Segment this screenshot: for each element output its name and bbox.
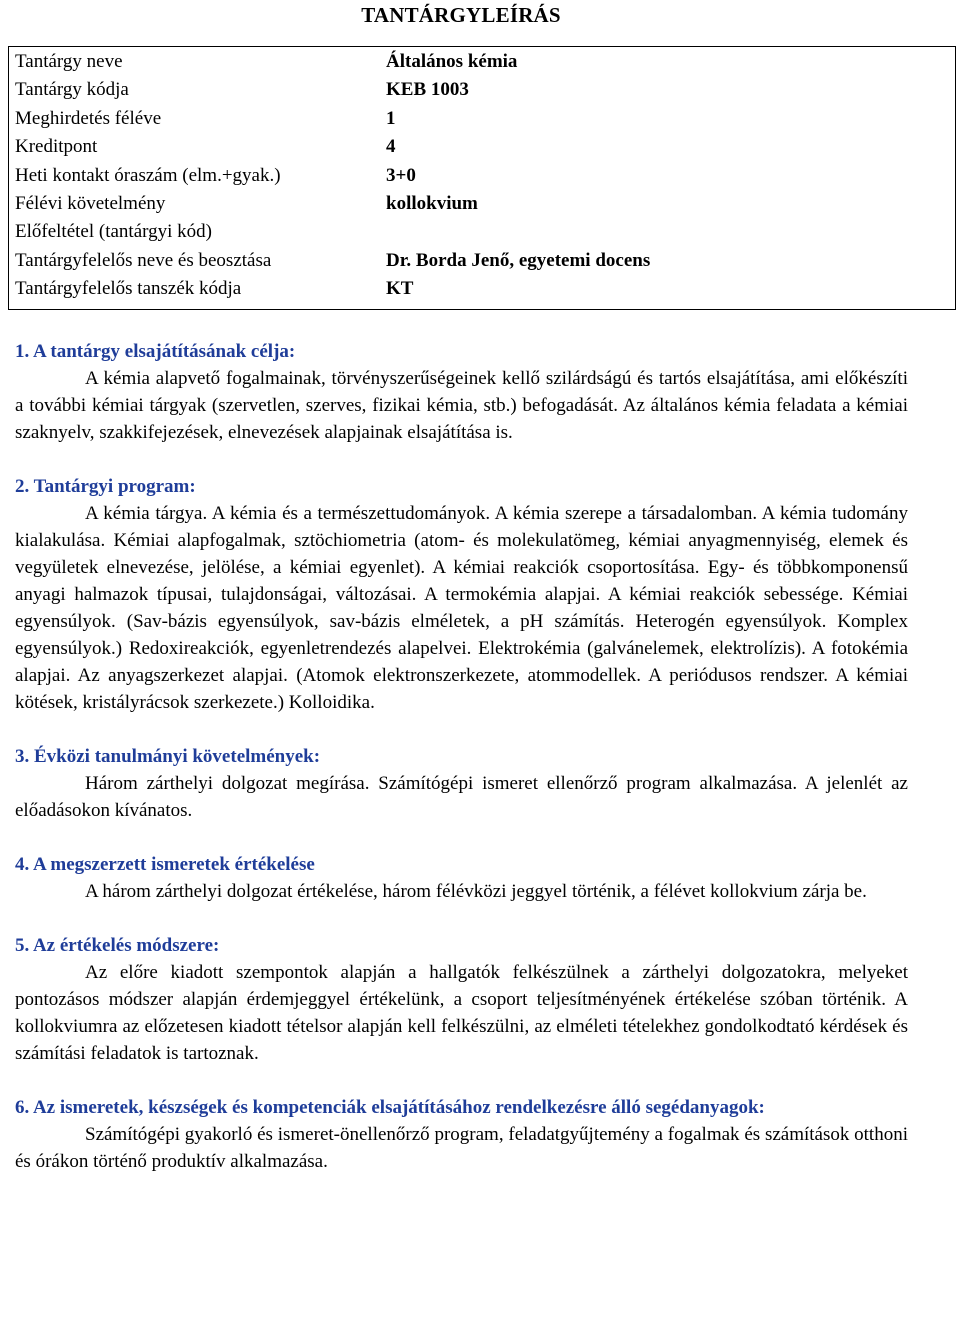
course-description-sections: [15, 338, 908, 1175]
info-row-semester: [9, 105, 955, 133]
info-value: 3+0: [386, 164, 416, 186]
section-title: 1. A tantárgy elsajátításának célja:: [15, 341, 296, 362]
course-info-table: [8, 46, 956, 310]
info-label: Tantárgyfelelős tanszék kódja: [15, 278, 242, 300]
info-label: Kreditpont: [15, 136, 98, 158]
section-body: Számítógépi gyakorló és ismeret-önellenőrző program, feladatgyűjtemény a fogalmak és számítások otthoni és órákon történő produktív alkalmazása.: [15, 1124, 908, 1172]
info-label: Tantárgyfelelős neve és beosztása: [15, 249, 272, 271]
section-evaluation: [15, 851, 908, 905]
info-row-requirement: [9, 190, 955, 218]
info-value: KEB 1003: [386, 79, 469, 101]
section-objective: [15, 338, 908, 446]
info-value: Általános kémia: [386, 51, 518, 72]
info-value: Dr. Borda Jenő, egyetemi docens: [386, 249, 651, 271]
section-title: 6. Az ismeretek, készségek és kompetenciák elsajátításához rendelkezésre álló segédanyagok:: [15, 1097, 765, 1118]
section-body: A kémia tárgya. A kémia és a természettudományok. A kémia szerepe a társadalomban. A kémia tudomány kialakulása. Kémiai alapfogalmak, sztöchiometria (atom- és molekulatömeg, kémiai anyagmennyiség, elemek és vegyületek elnevezése, jelölése, a kémiai egyenlet). A kémiai reakciók csoportosítása. Egy- és többkomponensű anyagi halmazok típusai, tulajdonságai, változásai. A termokémia alapjai. A kémiai reakciók sebessége. Kémiai egyensúlyok. (Sav-bázis egyensúlyok, sav-bázis elméletek, a pH számítás. Heterogén egyensúlyok. Komplex egyensúlyok.) Redoxireakciók, egyenletrendezés alapelvei. Elektrokémia (galvánelemek, elektrolízis). A fotokémia alapjai. Az anyagszerkezet alapjai. (Atomok elektronszerkezete, atommodellek. A periódusos rendszer. A kémiai kötések, kristályrácsok szerkezete.) Kolloidika.: [15, 503, 908, 713]
section-title: 3. Évközi tanulmányi követelmények:: [15, 746, 321, 767]
info-label: Előfeltétel (tantárgyi kód): [15, 221, 212, 243]
info-row-course-name: [9, 48, 955, 76]
section-title: 2. Tantárgyi program:: [15, 476, 196, 497]
document-title: TANTÁRGYLEÍRÁS: [361, 3, 561, 27]
info-label: Heti kontakt óraszám (elm.+gyak.): [15, 164, 281, 186]
section-body: A kémia alapvető fogalmainak, törvényszerűségeinek kellő szilárdságú és tartós elsajátítása, ami előkészíti a további kémiai tárgyak (szervetlen, szerves, fizikai kémia, stb.) befogadását. Az általános kémia feladata a kémiai szaknyelv, szakkifejezések, elnevezések alapjainak elsajátítása is.: [15, 368, 908, 443]
info-row-department: [9, 275, 955, 303]
info-row-prerequisite: [9, 218, 955, 246]
section-body: Három zárthelyi dolgozat megírása. Számítógépi ismeret ellenőrző program alkalmazása. A jelenlét az előadásokon kívánatos.: [15, 773, 908, 821]
info-label: Tantárgy kódja: [15, 79, 129, 101]
info-value: kollokvium: [386, 192, 478, 214]
info-row-course-code: [9, 76, 955, 104]
info-label: Meghirdetés féléve: [15, 107, 162, 129]
info-value: 4: [386, 136, 396, 158]
info-label: Tantárgy neve: [15, 51, 123, 72]
info-value: KT: [386, 278, 414, 300]
section-requirements: [15, 743, 908, 824]
info-label: Félévi követelmény: [15, 192, 166, 214]
info-row-credits: [9, 133, 955, 161]
info-row-weekly-hours: [9, 162, 955, 190]
section-body: Az előre kiadott szempontok alapján a hallgatók felkészülnek a zárthelyi dolgozatokra, melyeket pontozásos módszer alapján érdemjeggyel értékelünk, a csoport teljesítményének értékelése szóban történik. A kollokviumra az előzetesen kiadott tételsor alapján kell felkészülni, az elméleti tételekhez gondolkodtató kérdések és számítási feladatok is tartoznak.: [15, 962, 908, 1064]
section-program: [15, 473, 908, 716]
info-row-responsible: [9, 247, 955, 275]
section-body: A három zárthelyi dolgozat értékelése, három félévközi jeggyel történik, a félévet kollokvium zárja be.: [85, 881, 867, 902]
section-title: 5. Az értékelés módszere:: [15, 935, 220, 956]
section-resources: [15, 1094, 908, 1175]
section-evaluation-method: [15, 932, 908, 1067]
info-value: 1: [386, 107, 396, 129]
section-title: 4. A megszerzett ismeretek értékelése: [15, 854, 315, 875]
